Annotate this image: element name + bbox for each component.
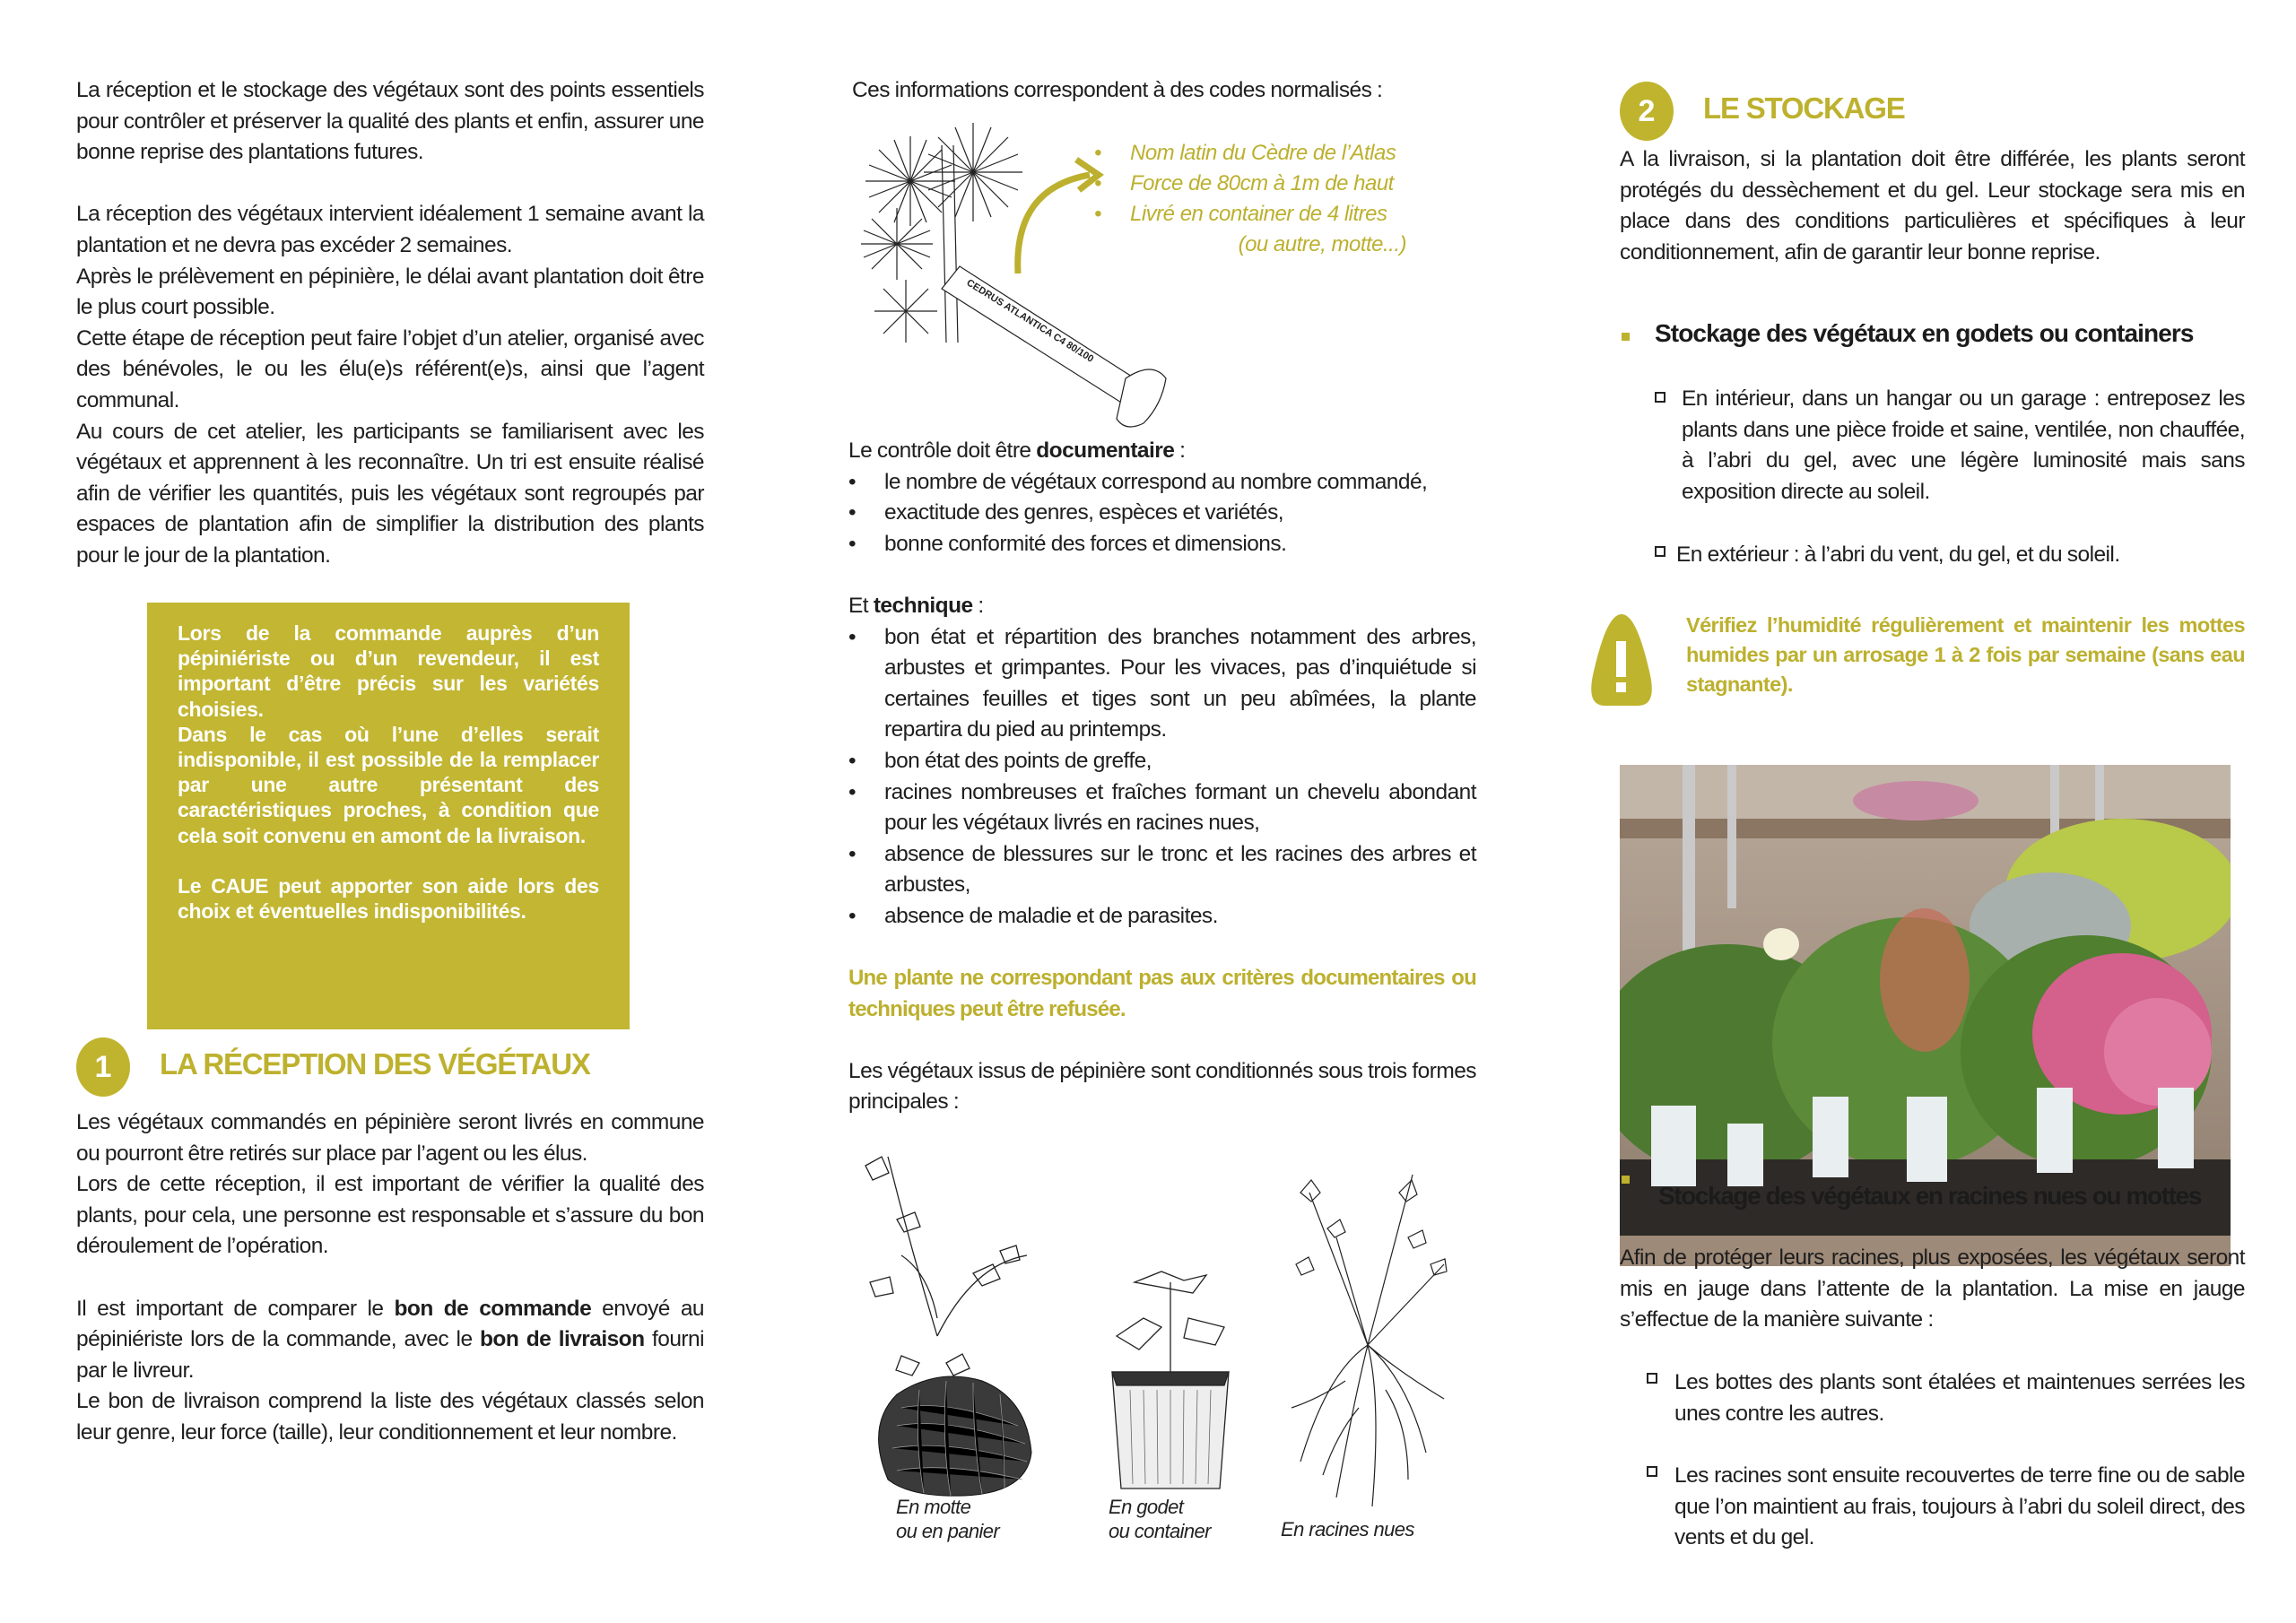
order-callout-box <box>147 603 630 1029</box>
subheading-bullet-icon <box>1622 1176 1630 1184</box>
delivery-note-paragraph: Le bon de livraison comprend la liste des végétaux classés selon leur genre, leur force (taille), leur conditionnement et leur nombre. <box>76 1389 704 1445</box>
section-number-badge <box>1620 82 1674 141</box>
section-number: 1 <box>94 1049 112 1084</box>
section-title: LE STOCKAGE <box>1703 91 1905 125</box>
documentary-heading <box>848 436 1476 467</box>
curved-arrow-icon <box>1009 152 1108 278</box>
code-item: • Nom latin du Cèdre de l’Atlas <box>1094 141 1396 165</box>
list-item: • le nombre de végétaux correspond au nombre commandé, <box>848 467 1476 499</box>
left-intro <box>76 75 704 572</box>
list-item: • bonne conformité des forces et dimensions. <box>848 529 1476 560</box>
square-bullet-icon <box>1647 1466 1657 1477</box>
bare-root-plant-illustration <box>1274 1166 1462 1515</box>
bold-delivery-note: bon de livraison <box>480 1327 645 1352</box>
codes-intro: Ces informations correspondent à des codes normalisés : <box>852 78 1383 102</box>
callout-text-3: Le CAUE peut apporter son aide lors des choix et éventuelles indisponibilités. <box>178 873 599 924</box>
code-item: • Livré en container de 4 litres <box>1094 202 1387 226</box>
text: Le contrôle doit être <box>848 438 1037 463</box>
humidity-warning: Vérifiez l’humidité régulièrement et maintenir les mottes humides par un arrosage 1 à 2 fois par semaine (sans eau stagnante). <box>1686 613 2245 696</box>
form-caption-container <box>1109 1495 1211 1543</box>
text: envoyé au pépiniériste lors de la commande, avec le <box>76 1296 705 1352</box>
square-bullet-icon <box>1655 546 1665 557</box>
reception-sorting: Au cours de cet atelier, les participants se familiarisent avec les végétaux et apprennent à les reconnaître. Un tri est ensuite réalisé afin de vérifier les quantités, puis les végétaux sont regroupés par espaces de plantation afin de simplifier la distribution des plants pour le jour de la plantation. <box>76 419 704 568</box>
section-number: 2 <box>1638 93 1656 128</box>
square-bullet-icon <box>1655 392 1665 403</box>
technical-heading <box>848 591 1476 622</box>
form-caption-bare-root <box>1281 1517 1414 1541</box>
bold-documentary: documentaire <box>1036 438 1175 463</box>
forms-intro: Les végétaux issus de pépinière sont conditionnés sous trois formes principales : <box>848 1058 1476 1115</box>
bold-technical: technique <box>873 593 973 618</box>
caption-line: ou container <box>1109 1520 1211 1542</box>
quality-check-paragraph: Lors de cette réception, il est important de vérifier la qualité des plants, pour cela, une personne est responsable et s’assure du bon déroulement de l’opération. <box>76 1172 704 1259</box>
documentary-list <box>848 467 1476 560</box>
section1-body <box>76 1107 704 1449</box>
control-criteria <box>848 436 1476 1118</box>
text: fourni par le livreur. <box>76 1327 704 1383</box>
list-item: • bon état des points de greffe, <box>848 746 1476 777</box>
plant-label-text: CEDRUS ATLANTICA C4 80/100 <box>964 277 1096 365</box>
code-container: Livré en container de 4 litres <box>1130 202 1387 226</box>
storage-intro: A la livraison, si la plantation doit être différée, les plants seront protégés du dessèchement et du gel. Leur stockage sera mis en place dans des conditions particulières et spécifiques à leur conditionnement, afin de garantir leur bonne reprise. <box>1620 147 2245 265</box>
caption-line: ou en panier <box>896 1520 1000 1542</box>
needle-cluster <box>874 280 937 343</box>
text: : <box>1174 438 1186 463</box>
code-note: (ou autre, motte...) <box>1238 232 1406 256</box>
subheading-bare-roots: Stockage des végétaux en racines nues ou mottes <box>1658 1182 2201 1210</box>
refusal-note: Une plante ne correspondant pas aux critères documentaires ou techniques peut être refusée. <box>848 966 1476 1021</box>
reception-timing: La réception des végétaux intervient idéalement 1 semaine avant la plantation et ne devra pas excéder 2 semaines. <box>76 202 704 257</box>
code-item: • Force de 80cm à 1m de haut <box>1094 171 1394 195</box>
caption-line: En racines nues <box>1281 1518 1414 1541</box>
compare-orders-paragraph <box>76 1294 704 1387</box>
callout-text-1: Lors de la commande auprès d’un pépiniériste ou d’un revendeur, il est important d’être précis sur les variétés choisies. <box>178 621 599 721</box>
heeling-step-2: Les racines sont ensuite recouvertes de terre fine ou de sable que l’on maintient au frais, toujours à l’abri du soleil direct, des vents et du gel. <box>1674 1463 2245 1550</box>
square-bullet-icon <box>1647 1373 1657 1384</box>
heeling-step-1: Les bottes des plants sont étalées et maintenues serrées les unes contre les autres. <box>1674 1370 2245 1426</box>
text: Et <box>848 593 874 618</box>
subheading-pots-containers: Stockage des végétaux en godets ou containers <box>1655 319 2194 347</box>
container-plant-illustration <box>1099 1264 1242 1497</box>
code-force: Force de 80cm à 1m de haut <box>1130 171 1394 195</box>
bold-order-form: bon de commande <box>394 1296 592 1321</box>
section-number-badge <box>76 1037 130 1097</box>
heeling-in-intro: Afin de protéger leurs racines, plus exposées, les végétaux seront mis en jauge dans l’attente de la plantation. La mise en jauge s’effectue de la manière suivante : <box>1620 1245 2245 1332</box>
section-title: LA RÉCEPTION DES VÉGÉTAUX <box>160 1047 590 1081</box>
list-item: • exactitude des genres, espèces et variétés, <box>848 498 1476 529</box>
list-item: • racines nombreuses et fraîches formant un chevelu abondant pour les végétaux livrés en racines nues, <box>848 777 1476 839</box>
list-item: • bon état et répartition des branches notamment des arbres, arbustes et grimpantes. Pour les vivaces, pas d’inquiétude si certaines feuilles et tiges sont un peu abîmées, la plante repartira du pied au printemps. <box>848 622 1476 746</box>
root-ball-plant-illustration <box>848 1139 1036 1497</box>
text: Il est important de comparer le <box>76 1296 395 1321</box>
list-item: • absence de blessures sur le tronc et les racines des arbres et arbustes, <box>848 839 1476 901</box>
needle-cluster <box>861 208 933 280</box>
indoor-storage-item: En intérieur, dans un hangar ou un garage : entreposez les plants dans une pièce froide et saine, ventilée, non chauffée, à l’abri du gel, avec une légère luminosité mais sans exposition directe au soleil. <box>1682 386 2245 504</box>
intro-paragraph: La réception et le stockage des végétaux sont des points essentiels pour contrôler et préserver la qualité des plants et enfin, assurer une bonne reprise des plantations futures. <box>76 78 704 165</box>
delivery-paragraph: Les végétaux commandés en pépinière seront livrés en commune ou pourront être retirés sur place par l’agent ou les élus. <box>76 1110 704 1166</box>
reception-delay: Après le prélèvement en pépinière, le délai avant plantation doit être le plus court possible. <box>76 264 704 320</box>
caption-line: En motte <box>896 1496 971 1518</box>
warning-icon <box>1587 612 1656 709</box>
callout-text-2: Dans le cas où l’une d’elles serait indisponible, il est possible de la remplacer par une autre présentant des caractéristiques proches, à condition que cela soit convenu en amont de la livraison. <box>178 722 599 847</box>
caption-line: En godet <box>1109 1496 1184 1518</box>
code-explanations <box>1094 138 1426 260</box>
technical-list <box>848 622 1476 933</box>
needle-cluster <box>924 123 1022 221</box>
reception-workshop: Cette étape de réception peut faire l’objet d’un atelier, organisé avec des bénévoles, le ou les élu(e)s référent(e)s, ainsi que l’agent communal. <box>76 325 704 412</box>
code-latin-name: Nom latin du Cèdre de l’Atlas <box>1130 141 1396 165</box>
list-item: • absence de maladie et de parasites. <box>848 901 1476 933</box>
subheading-bullet-icon <box>1622 333 1630 341</box>
form-caption-root-ball <box>896 1495 999 1543</box>
outdoor-storage-item: En extérieur : à l’abri du vent, du gel, et du soleil. <box>1676 542 2120 567</box>
text: : <box>972 593 984 618</box>
